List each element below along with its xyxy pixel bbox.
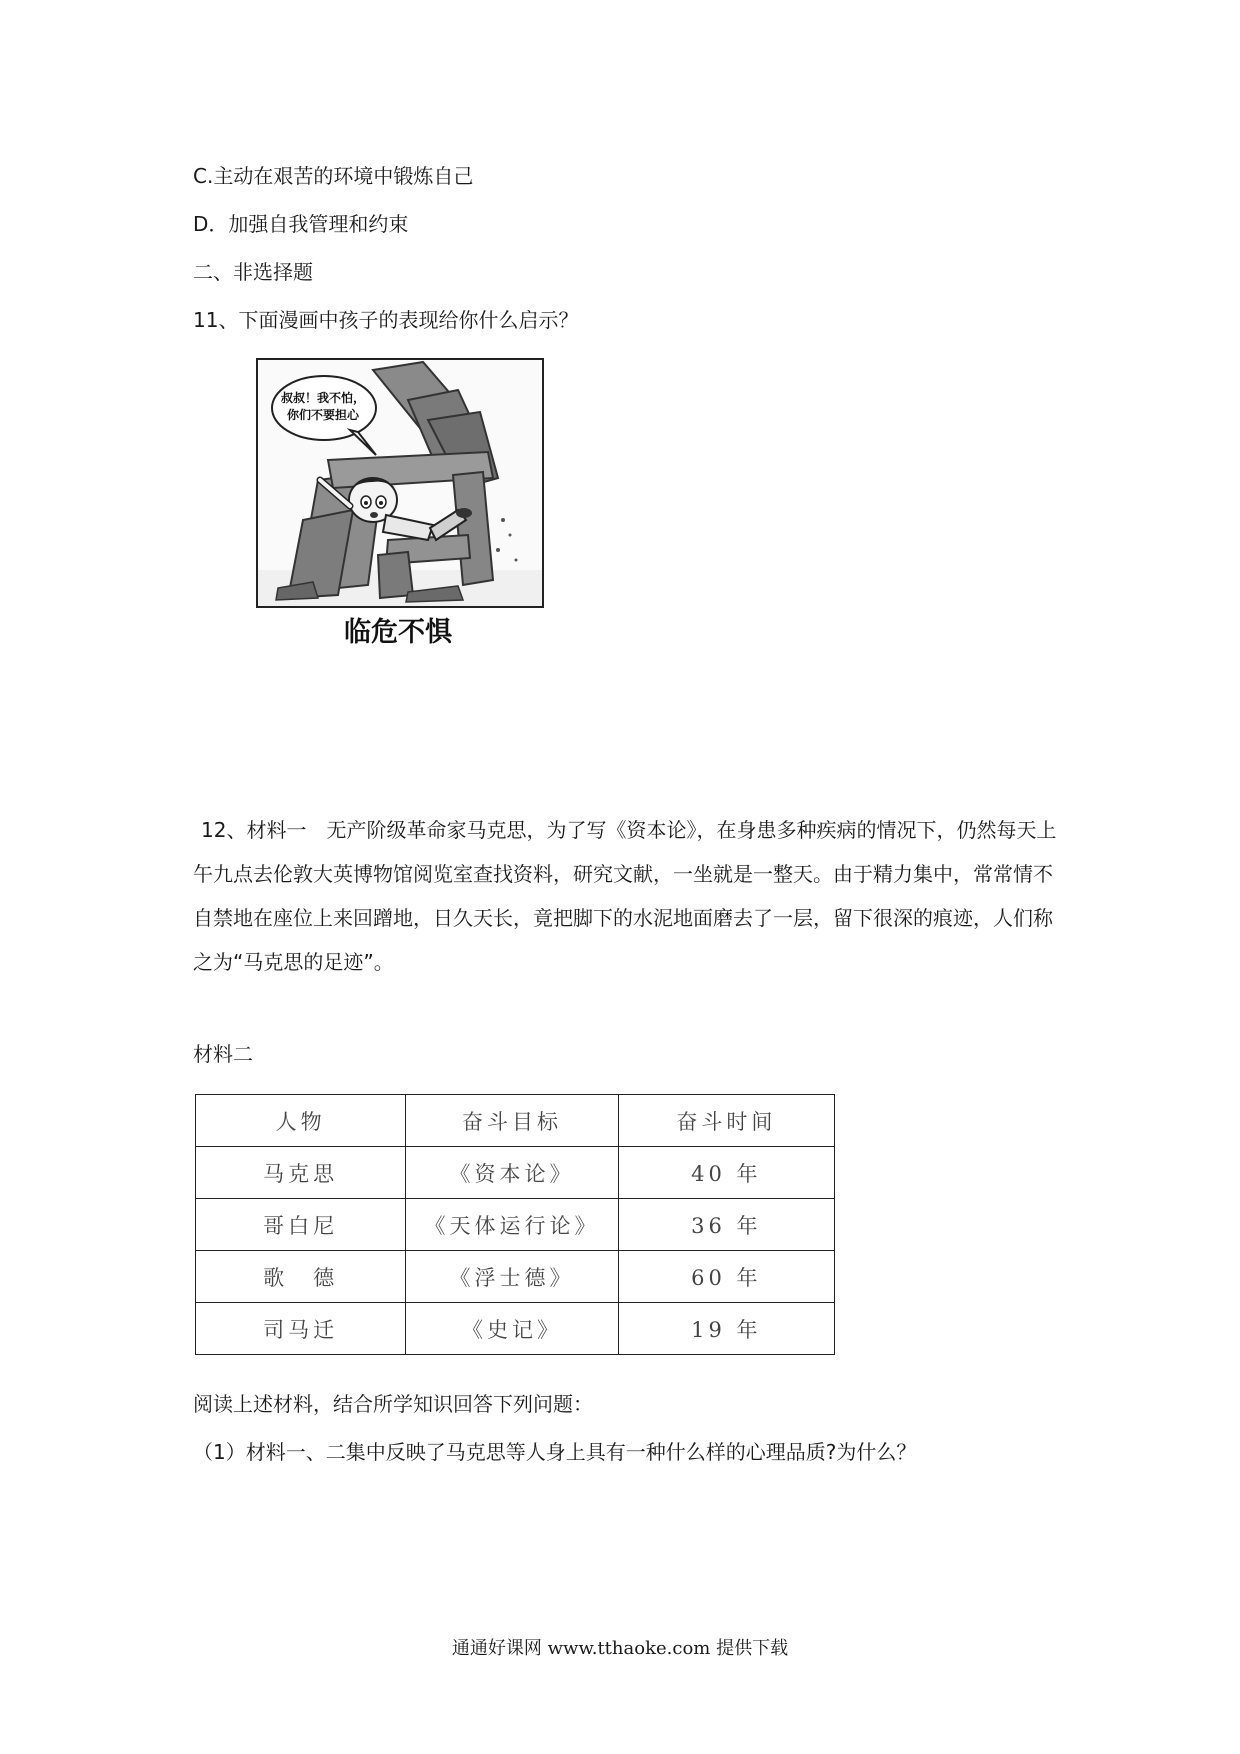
table-row bbox=[196, 1199, 835, 1251]
table-cell: 《天体运行论》 bbox=[406, 1199, 618, 1251]
speech-bubble-line-2: 你们不要担心 bbox=[286, 408, 359, 422]
material-2-label: 材料二 bbox=[193, 1042, 253, 1066]
table-cell: 60 年 bbox=[618, 1251, 834, 1303]
table-header-cell: 奋斗目标 bbox=[406, 1095, 618, 1147]
table-cell: 19 年 bbox=[618, 1303, 834, 1355]
option-c: C.主动在艰苦的环境中锻炼自己 bbox=[193, 164, 474, 188]
option-d: D．加强自我管理和约束 bbox=[193, 212, 409, 236]
table-row bbox=[196, 1303, 835, 1355]
sub-question-1: （1）材料一、二集中反映了马克思等人身上具有一种什么样的心理品质?为什么？ bbox=[193, 1440, 917, 1464]
table-cell: 《资本论》 bbox=[406, 1147, 618, 1199]
table-cell: 哥白尼 bbox=[196, 1199, 406, 1251]
table-cell: 歌 德 bbox=[196, 1251, 406, 1303]
struggle-table bbox=[195, 1094, 835, 1355]
page-footer: 通通好课网 www.tthaoke.com 提供下载 bbox=[451, 1638, 789, 1659]
question-12-material-1: 12、材料一 无产阶级革命家马克思，为了写《资本论》，在身患多种疾病的情况下，仍然每天上午九点去伦敦大英博物馆阅览室查找资料，研究文献，一坐就是一整天。由于精力集中，常常情不自禁地在座位上来回蹭地，日久天长，竟把脚下的水泥地面磨去了一层，留下很深的痕迹，人们称之为“马克思的足迹”。 bbox=[193, 818, 1057, 974]
table-row bbox=[196, 1251, 835, 1303]
table-row bbox=[196, 1147, 835, 1199]
table-header-cell: 人物 bbox=[196, 1095, 406, 1147]
table-header-cell: 奋斗时间 bbox=[618, 1095, 834, 1147]
speech-bubble-line-1: 叔叔！我不怕， bbox=[280, 391, 365, 405]
comic-caption: 临危不惧 bbox=[344, 617, 452, 648]
table-cell: 40 年 bbox=[618, 1147, 834, 1199]
speech-bubble-text bbox=[277, 390, 369, 424]
table-header-row bbox=[196, 1095, 835, 1147]
reading-instruction: 阅读上述材料，结合所学知识回答下列问题： bbox=[193, 1392, 593, 1416]
section-heading-non-choice: 二、非选择题 bbox=[193, 260, 313, 284]
comic-illustration bbox=[256, 358, 544, 608]
question-11: 11、下面漫画中孩子的表现给你什么启示？ bbox=[193, 308, 579, 332]
table-cell: 马克思 bbox=[196, 1147, 406, 1199]
table-cell: 36 年 bbox=[618, 1199, 834, 1251]
table-cell: 《浮士德》 bbox=[406, 1251, 618, 1303]
table-cell: 《史记》 bbox=[406, 1303, 618, 1355]
table-cell: 司马迁 bbox=[196, 1303, 406, 1355]
